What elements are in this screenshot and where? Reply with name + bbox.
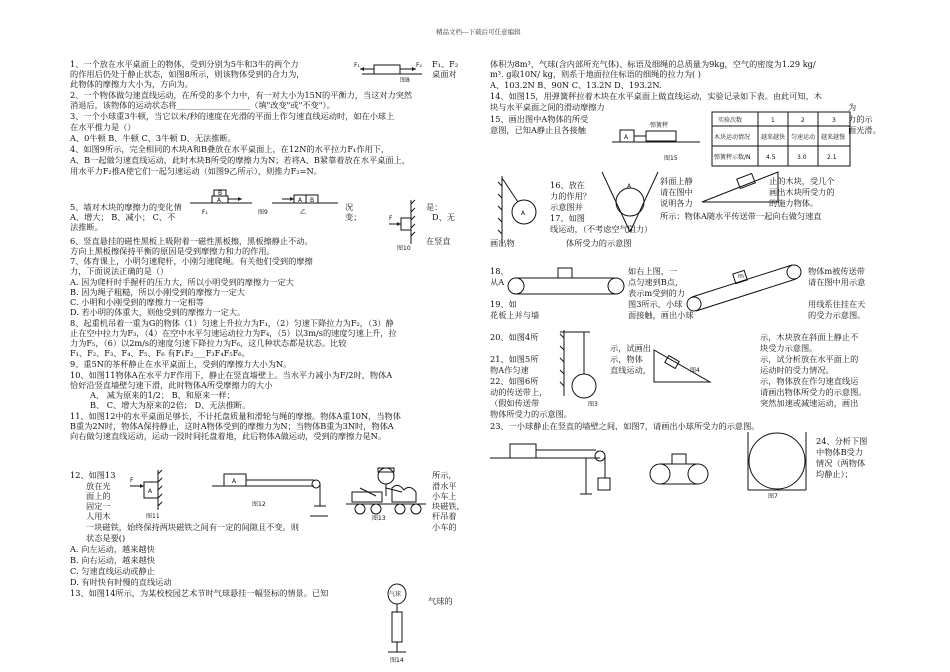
q5-line: A、增大； B、减小； C、不	[70, 212, 176, 222]
q18-side: 物体m被传送带	[808, 266, 865, 276]
q4-line: 用水平力F₂推A使它们一起匀速运动（如图9乙所示），则推力F₂=N。	[70, 166, 322, 176]
q5-side: D、无	[432, 212, 455, 222]
q13-line: 13、如图14所示，为某校校园艺术节时气球悬挂一幅竖标的情景。已知	[70, 588, 329, 598]
q19-mid: 图3所示，小球	[628, 299, 683, 309]
q14-line: 14、如图15，用弹簧秤拉着木块在水平桌面上做直线运动，实验记录如下表。由此可知，木	[490, 91, 822, 101]
q12-side: 所示，	[432, 470, 457, 480]
q4-line: A、B一起做匀速直线运动，此时木块B所受的摩擦力为N；若将A、B紧靠着放在水平桌面上，	[70, 155, 410, 165]
q8-line: 力为F₅，（6）以2m/s的速度匀速下降拉力为F₆，这几种状态都是状态。比较	[70, 338, 347, 348]
q8-line: 止在空中拉力为F₃，（4）在空中水平匀速运动拉力为F₄，（5）以3m/s的速度匀速上升，拉	[70, 328, 397, 338]
incline-figure	[700, 168, 780, 206]
q12-side: 小车的	[432, 522, 457, 532]
q8-line: 8、起重机吊着一重为G的物体（1）匀速上升拉力为F₁，（2）匀速下降拉力为F₂，（3）静	[70, 318, 394, 328]
f-label: F	[130, 477, 134, 484]
balloon-label: 气球	[389, 591, 402, 598]
q19-side: 的受力示意图。	[808, 310, 866, 320]
q12-option: A. 向左运动，越来越快	[70, 544, 155, 554]
conveyor-horizontal-figure	[506, 266, 626, 300]
q14-side: 面光滑。	[848, 125, 881, 135]
f1-label: F₁	[354, 62, 360, 69]
figure-15	[610, 118, 702, 166]
a-label: A	[298, 197, 303, 204]
m-label: m	[738, 273, 744, 280]
a-label: A	[627, 183, 632, 190]
q22-side: 示，物体放在作匀速直线运	[760, 376, 859, 386]
q12-side: 块磁铁,	[432, 501, 460, 511]
q20-mid: 示，试画出	[610, 343, 651, 353]
q15-line: 15、画出图中A物体的所受	[490, 114, 589, 124]
q10-option: B、 C、增大为原来的2倍； D、无法推断。	[90, 400, 251, 410]
q23-line: 23、一小球静止在竖直的墙壁之间，如图7，请画出小球所受力的示意图。	[490, 421, 760, 431]
a-label: A	[148, 488, 153, 495]
q1-side-text: F₁、F₂	[432, 59, 459, 69]
q18-mid: 如右上图，一	[628, 266, 678, 276]
q3-line: A、0牛顿 B、牛顿 C、3牛顿 D、无法推断。	[70, 133, 236, 143]
q17-line: 体所受力的示意图	[566, 238, 632, 248]
q4-line: 4、如图9所示，完全相同的木块A和B叠放在水平桌面上，在12N的水平拉力F₁作用下，	[70, 144, 390, 154]
q14-side: 为	[848, 102, 857, 112]
a-label: A	[217, 197, 222, 204]
table-cell: 2.1	[827, 154, 837, 161]
q18-mid: 点匀速到B点，	[628, 277, 684, 287]
q12-side: 杆吊着	[432, 511, 457, 521]
q24-line: 24、分析下图	[816, 436, 868, 446]
table-header: 实验次数	[718, 117, 743, 124]
q17-line: 17、如图	[550, 213, 585, 223]
q1-side-text: 桌面对	[432, 69, 457, 79]
q20-side: 块受力示意图。	[760, 343, 818, 353]
fig10-caption: 图10	[397, 245, 411, 252]
experiment-table	[712, 112, 852, 168]
figure-13	[342, 462, 428, 522]
table-header: 3	[832, 117, 836, 124]
fig9-caption: 图9	[258, 209, 268, 216]
q9-line: 9、重5N的茶杯静止在水平桌面上，受到的摩擦力大小为N。	[70, 359, 292, 369]
q21-mid: 直线运动，	[610, 365, 651, 375]
q22-line: 22、如图6所	[490, 376, 539, 386]
q16-side: 的施力物体。	[769, 198, 819, 208]
q13-options: A、103.2N B、90N C、13.2N D、193.2N.	[490, 80, 662, 90]
q7-line: 力，下面说法正确的是（）	[70, 266, 169, 276]
q12-line: 人用木	[86, 511, 111, 521]
q5-side: 是：	[426, 202, 443, 212]
q2-line: 2、一个物体做匀速直线运动，在所受的多个力中，有一对大小为15N的平衡力，当这对力突然	[70, 90, 413, 100]
q16-mid: 斜面上静	[660, 176, 693, 186]
q21-side: 示，试分析放在水平面上的	[760, 354, 859, 364]
q19-line: 花板上并与墙	[490, 310, 540, 320]
q5-side: 况	[345, 202, 354, 212]
table-header: 1	[771, 117, 775, 124]
q12-option: C. 匀速直线运动或静止	[70, 566, 155, 576]
q19-mid: 面接触，画出小球	[628, 310, 694, 320]
q14-side: 力的示	[848, 114, 873, 124]
table-header: 2	[801, 117, 805, 124]
figure-3	[560, 330, 610, 408]
q1-line: 此物体的摩擦力大小为，方向为。	[70, 79, 193, 89]
q13-side: 气球的	[428, 596, 453, 606]
q7-option: B. 因为绳子粗糙，所以小刚受到的摩擦力一定大	[70, 287, 245, 297]
q1-line: 的作用后仍处于静止状态，如图8所示，则该物体受到的合力为，	[70, 69, 305, 79]
table-cell: 弹簧秤示数/N	[714, 154, 751, 161]
spring-scale-label: 弹簧秤	[650, 122, 669, 129]
q16-line: 示意图并	[550, 202, 583, 212]
q18-line: 18、	[490, 266, 509, 276]
q21-line: 21、如图5所	[490, 354, 539, 364]
q17-line: 线运动，（不考虑空气阻力）	[550, 224, 653, 234]
q16-line: 力的作用？	[550, 191, 591, 201]
q1-line: 1、一个放在水平桌面上的物体，受到分别为5牛和3牛的两个力	[70, 59, 299, 69]
figure-7	[746, 432, 808, 498]
fig14-caption: 图14	[390, 657, 404, 664]
q22-line: （假如传送带	[490, 398, 540, 408]
q18-mid: 表示m受到的力	[628, 288, 685, 298]
table-cell: 越来越慢	[821, 134, 846, 141]
q11-line: B重为2N时，物体A保持静止，这时A物体受到的摩擦力为N；当物体B重为3N时，物体A	[70, 421, 394, 431]
q6-line: 6、竖直悬挂的磁性黑板上吸附着一磁性黑板擦，黑板擦静止不动。	[70, 236, 313, 246]
q16-mid: 说明各力	[660, 198, 693, 208]
q12-line: 12、如图13	[70, 470, 116, 480]
figure-14	[384, 584, 410, 666]
q12-line: 一块磁铁，始终保持两块磁铁之间有一定的间隙且不变。则	[86, 522, 299, 532]
b-label: B	[218, 190, 223, 197]
q18-line: 从A	[490, 277, 505, 287]
q12-line: 固定一	[86, 501, 111, 511]
q24-line: 中物体B受力	[816, 447, 863, 457]
pulley-figure	[488, 436, 612, 498]
f2-label: F₂	[416, 62, 422, 69]
q5-side: 变；	[345, 212, 362, 222]
q3-line: 在水平推力是（）	[70, 122, 136, 132]
q8-line: F₁、F₂、F₃、F₄、F₅、F₆ 有F₁F₂___F₃F₄F₅F₆。	[70, 348, 250, 358]
q18-side: 请在图中用示意	[808, 277, 866, 287]
q7-option: A. 因为爬杆时手握杆的压力大，所以小明受到的摩擦力一定大	[70, 277, 294, 287]
q3-line: 3、一个小球重3牛顿，当它以米/秒的速度在光滑的平面上作匀速直线运动时，如在小球上	[70, 111, 395, 121]
q19-line: 19、如	[490, 299, 517, 309]
figure-8	[352, 58, 432, 82]
q13-line: m³. g取10N/ kg，则系于地面拉住标语的细绳的拉力为( )	[490, 69, 702, 79]
fig12-caption: 图12	[252, 501, 266, 508]
q5-line: 法推断。	[70, 222, 103, 232]
q19-side: 用线系住挂在天	[808, 299, 866, 309]
q10-option: A、 减为原来的1/2； B、和原来一样；	[90, 390, 235, 400]
q22-side: 突然加速或减速运动，画出	[760, 398, 859, 408]
q17-line: 画出物	[490, 238, 515, 248]
f-label: F	[389, 215, 393, 222]
a-label: A	[624, 134, 629, 141]
q7-line: 7、体育课上，小明匀速爬杆，小刚匀速爬绳。有关他们受到的摩擦	[70, 256, 313, 266]
q6-line: 方向上黑板擦保持平衡的原因是受到摩擦力和力的作用。	[70, 246, 275, 256]
figure-4	[652, 346, 712, 386]
q22-line: 动的传送带上，	[490, 387, 548, 397]
q22-line: 物体所受力的示意图。	[490, 409, 572, 419]
q10-line: 10、如图11物体A在水平力F作用下，静止在竖直墙壁上。当水平力减小为F/2时，物体A	[70, 370, 393, 380]
q12-option: B. 向右运动，越来越快	[70, 555, 155, 565]
table-cell: 越来越快	[761, 134, 786, 141]
a-label: A	[232, 478, 237, 485]
q13-line: 体积为8m³，气球(含内部所充气体)、标语及细绳的总质量为9kg，空气的密度为1.29 kg/	[490, 59, 816, 69]
q2-line: 消退后，该物体的运动状态将__________________（填"改变"或"不变"）。	[70, 100, 335, 110]
q7-option: D. 若小明的体重大，则他受到的摩擦力一定大。	[70, 307, 246, 317]
q12-line: 状态是要()	[86, 533, 126, 543]
page-header: 精品文档---下载后可任意编辑	[436, 28, 521, 36]
q12-line: 面上的	[86, 491, 111, 501]
q22-side: 请画出物体所受力的示意图。	[760, 387, 867, 397]
q16-side: 止的木块，受几个	[769, 176, 835, 186]
fig13-caption: 图13	[372, 515, 386, 522]
q16-side: 画出木块所受力的	[769, 187, 835, 197]
yi-label: 乙	[300, 209, 307, 216]
figure-10	[387, 200, 423, 252]
q14-line: 块与水平桌面之间的滑动摩擦力	[490, 102, 605, 112]
q12-option: D. 有时快有时慢的直线运动	[70, 577, 172, 587]
q17-side: 所示：物体A随水平传送带一起向右做匀速直	[660, 211, 822, 221]
fig11-caption: 图11	[146, 513, 160, 520]
q15-line: 意图，已知A静止且各接触	[490, 125, 586, 135]
q12-line: 放在光	[86, 481, 111, 491]
fig15-caption: 图15	[664, 155, 678, 162]
figure-9	[190, 187, 340, 215]
q16-line: 16、放在	[550, 180, 585, 190]
fig7-caption: 图7	[768, 493, 778, 500]
table-cell: 木块运动情况	[714, 134, 751, 141]
f1-label: F₁	[202, 209, 208, 216]
q20-side: 示，木块放在斜面上静止不	[760, 332, 859, 342]
table-cell: 3.0	[797, 154, 807, 161]
figure-12	[210, 470, 330, 520]
conveyor-inclined-figure	[684, 262, 804, 314]
q11-line: 向右做匀速直线运动，运动一段时间托盘着地，此后物体A做运动，受到的摩擦力是N。	[70, 431, 387, 441]
q24-line: 均静止）；	[816, 469, 853, 479]
q12-side: 滑水平	[432, 481, 457, 491]
q20-line: 20、如图4所	[490, 332, 539, 342]
table-cell: 4.5	[766, 154, 776, 161]
v-groove-figure	[598, 170, 662, 240]
q7-option: C. 小明和小刚受到的摩擦力一定相等	[70, 297, 204, 307]
q24-line: 情况（两物体	[816, 458, 866, 468]
q10-line: 恰好沿竖直墙壁匀速下滑，此时物体A所受摩擦力的大小	[70, 380, 273, 390]
q5-line: 5、墙对木块的摩擦力的变化情	[70, 202, 182, 212]
table-cell: 匀速运动	[791, 134, 816, 141]
q16-mid: 请在图中	[660, 187, 693, 197]
belt-figure	[648, 452, 710, 492]
q12-side: 小车上	[432, 491, 457, 501]
b-label: B	[310, 197, 315, 204]
q21-mid: 示，物体	[610, 354, 643, 364]
fig4-caption: 图4	[690, 367, 700, 374]
q11-line: 11、如图12中的水平桌面足够长，不计托盘质量和滑轮与绳的摩擦。物体A重10N，当物体	[70, 411, 401, 421]
q21-side: 运动时的受力情况。	[760, 365, 834, 375]
a-label: A	[521, 210, 526, 217]
q21-line: 物A作匀速	[490, 365, 529, 375]
q6-side: 在竖直	[426, 236, 451, 246]
fig3-caption: 图3	[588, 401, 598, 408]
figure-11	[128, 470, 178, 520]
fig8-caption: 图8	[400, 77, 410, 84]
